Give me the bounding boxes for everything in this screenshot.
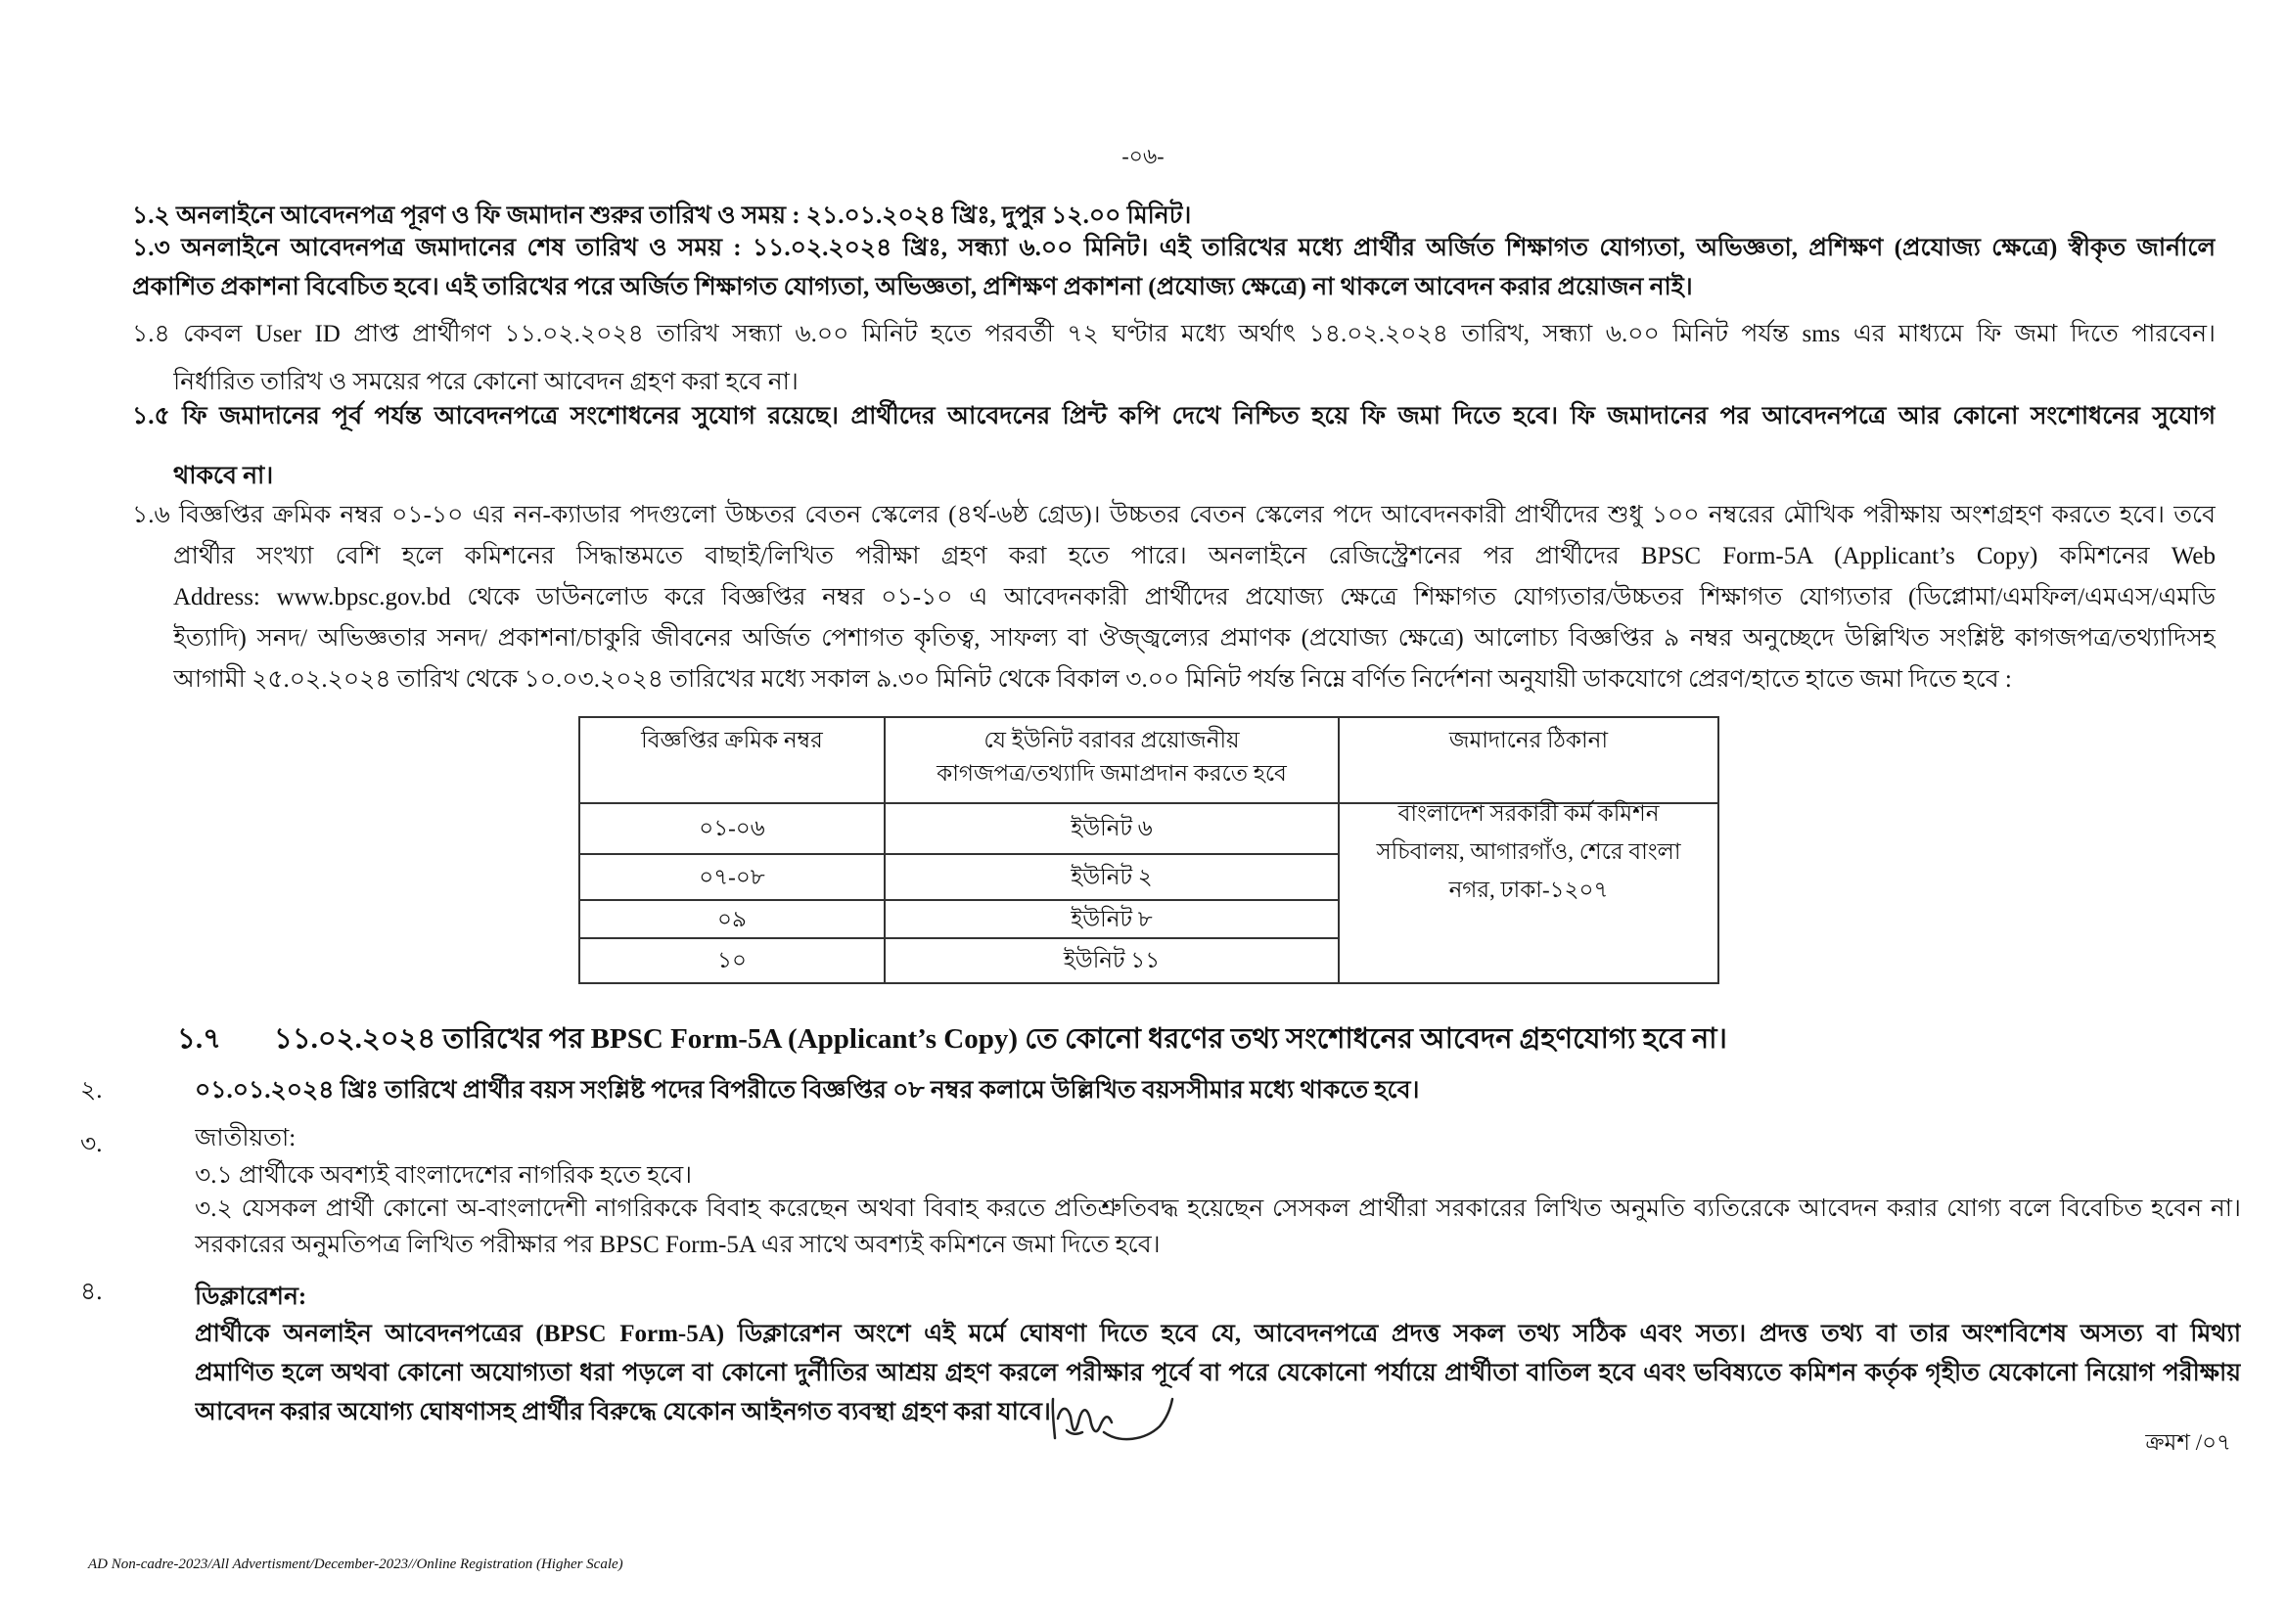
item-3-heading: জাতীয়তা: (195, 1125, 297, 1151)
continued-marker: ক্রমশ /০৭ (2145, 1430, 2231, 1455)
item-1-6-line: প্রার্থীর সংখ্যা বেশি হলে কমিশনের সিদ্ধান্তমতে বাছাই/লিখিত পরীক্ষা গ্রহণ করা হতে পারে। অনলাইনে রেজিস্ট্রেশনের পর প্রার্থীদের BPSC Form-5A (Applicant’s Copy) কমিশনের Web (173, 543, 2216, 569)
cell-unit: ইউনিট ৬ (885, 803, 1339, 854)
cell-serial: ০৯ (579, 900, 885, 938)
footer-reference: AD Non-cadre-2023/All Advertisment/December-2023//Online Registration (Higher Scale) (88, 1556, 623, 1572)
address-line: সচিবালয়, আগারগাঁও, শেরে বাংলা (1376, 839, 1681, 864)
cell-unit: ইউনিট ২ (885, 854, 1339, 900)
item-4-line: আবেদন করার অযোগ্য ঘোষণাসহ প্রার্থীর বিরুদ্ধে যেকোন আইনগত ব্যবস্থা গ্রহণ করা যাবে। (195, 1399, 1051, 1425)
item-1-6 (132, 495, 2216, 700)
item-3-2-line: ৩.২ যেসকল প্রার্থী কোনো অ-বাংলাদেশী নাগরিককে বিবাহ করেছেন অথবা বিবাহ করতে প্রতিশ্রুতিবদ্ধ হয়েছেন সেসকল প্রার্থীরা সরকারের লিখিত অনুমতি ব্যতিরেকে আবেদন করার যোগ্য বলে বিবেচিত হবেন না। (195, 1195, 2241, 1222)
item-4-line: প্রার্থীকে অনলাইন আবেদনপত্রের (BPSC Form-5A) ডিক্লারেশন অংশে এই মর্মে ঘোষণা দিতে হবে যে, আবেদনপত্রে প্রদত্ত সকল তথ্য সঠিক এবং সত্য। প্রদত্ত তথ্য বা তার অংশবিশেষ অসত্য বা মিথ্যা (195, 1321, 2241, 1347)
item-2-number: ২. (80, 1077, 103, 1104)
item-1-7-text: ১১.০২.২০২৪ তারিখের পর BPSC Form-5A (Applicant’s Copy) তে কোনো ধরণের তথ্য সংশোধনের আবেদন গ্রহণযোগ্য হবে না। (274, 1023, 1727, 1055)
item-1-5 (132, 386, 2216, 506)
item-1-3 (132, 229, 2216, 307)
table-header-address: জমাদানের ঠিকানা (1339, 717, 1718, 803)
item-1-6-line: ১.৬ বিজ্ঞপ্তির ক্রমিক নম্বর ০১-১০ এর নন-ক্যাডার পদগুলো উচ্চতর বেতন স্কেলের (৪র্থ-৬ষ্ঠ গ্রেড)। উচ্চতর বেতন স্কেলের পদে আবেদনকারী প্রার্থীদের শুধু ১০০ নম্বরের মৌখিক পরীক্ষায় অংশগ্রহণ করতে হবে। তবে (132, 502, 2216, 528)
item-1-6-line: Address: www.bpsc.gov.bd থেকে ডাউনলোড করে বিজ্ঞপ্তির নম্বর ০১-১০ এ আবেদনকারী প্রার্থীদের প্রযোজ্য ক্ষেত্রে শিক্ষাগত যোগ্যতার/উচ্চতর শিক্ষাগত যোগ্যতার (ডিপ্লোমা/এমফিল/এমএস/এমডি (173, 584, 2216, 610)
table-row (579, 803, 1718, 854)
cell-serial: ০৭-০৮ (579, 854, 885, 900)
item-3-1-text: ৩.১ প্রার্থীকে অবশ্যই বাংলাদেশের নাগরিক হতে হবে। (195, 1162, 693, 1189)
cell-serial: ১০ (579, 938, 885, 983)
table-header-unit-line: কাগজপত্র/তথ্যাদি জমাপ্রদান করতে হবে (937, 761, 1287, 786)
item-1-6-line: আগামী ২৫.০২.২০২৪ তারিখ থেকে ১০.০৩.২০২৪ তারিখের মধ্যে সকাল ৯.৩০ মিনিট থেকে বিকাল ৩.০০ মিনিট পর্যন্ত নিম্নে বর্ণিত নির্দেশনা অনুযায়ী ডাকযোগে প্রেরণ/হাতে হাতে জমা দিতে হবে : (173, 666, 2012, 693)
item-2-text: ০১.০১.২০২৪ খ্রিঃ তারিখে প্রার্থীর বয়স সংশ্লিষ্ট পদের বিপরীতে বিজ্ঞপ্তির ০৮ নম্বর কলামে উল্লিখিত বয়সসীমার মধ্যে থাকতে হবে। (195, 1077, 1420, 1104)
cell-serial: ০১-০৬ (579, 803, 885, 854)
item-4-line: প্রমাণিত হলে অথবা কোনো অযোগ্যতা ধরা পড়লে বা কোনো দুর্নীতির আশ্রয় গ্রহণ করলে পরীক্ষার পূর্বে বা পরে যেকোনো পর্যায়ে প্রার্থীতা বাতিল হবে এবং ভবিষ্যতে কমিশন কর্তৃক গৃহীত যেকোনো নিয়োগ পরীক্ষায় (195, 1360, 2241, 1386)
address-line: বাংলাদেশ সরকারী কর্ম কমিশন (1397, 801, 1660, 826)
item-3-number: ৩. (80, 1131, 103, 1157)
submission-units-table (578, 716, 1719, 984)
item-1-3-line: প্রকাশিত প্রকাশনা বিবেচিত হবে। এই তারিখের পরে অর্জিত শিক্ষাগত যোগ্যতা, অভিজ্ঞতা, প্রশিক্ষণ প্রকাশনা (প্রযোজ্য ক্ষেত্রে) না থাকলে আবেদন করার প্রয়োজন নাই। (132, 274, 1693, 300)
table-header-unit (885, 717, 1339, 803)
item-1-4-line: নির্ধারিত তারিখ ও সময়ের পরে কোনো আবেদন গ্রহণ করা হবে না। (173, 369, 799, 395)
table-header-unit-line: যে ইউনিট বরাবর প্রয়োজনীয় (983, 728, 1240, 752)
item-4-declaration (195, 1315, 2241, 1432)
cell-unit: ইউনিট ৮ (885, 900, 1339, 938)
table-header-serial: বিজ্ঞপ্তির ক্রমিক নম্বর (579, 717, 885, 803)
item-3-2-line: সরকারের অনুমতিপত্র লিখিত পরীক্ষার পর BPSC Form-5A এর সাথে অবশ্যই কমিশনে জমা দিতে হবে। (195, 1232, 1161, 1258)
item-1-4-line: ১.৪ কেবল User ID প্রাপ্ত প্রার্থীগণ ১১.০২.২০২৪ তারিখ সন্ধ্যা ৬.০০ মিনিট হতে পরবর্তী ৭২ ঘণ্টার মধ্যে অর্থাৎ ১৪.০২.২০২৪ তারিখ, সন্ধ্যা ৬.০০ মিনিট পর্যন্ত sms এর মাধ্যমে ফি জমা দিতে পারবেন। (132, 321, 2216, 347)
item-4-heading: ডিক্লারেশন: (195, 1284, 307, 1310)
signature (1047, 1387, 1179, 1448)
cell-address (1339, 803, 1718, 983)
item-1-3-line: ১.৩ অনলাইনে আবেদনপত্র জমাদানের শেষ তারিখ ও সময় : ১১.০২.২০২৪ খ্রিঃ, সন্ধ্যা ৬.০০ মিনিট। এই তারিখের মধ্যে প্রার্থীর অর্জিত শিক্ষাগত যোগ্যতা, অভিজ্ঞতা, প্রশিক্ষণ (প্রযোজ্য ক্ষেত্রে) স্বীকৃত জার্নালে (132, 235, 2216, 261)
item-3-2 (195, 1191, 2241, 1263)
item-1-5-line: থাকবে না। (173, 463, 274, 489)
cell-unit: ইউনিট ১১ (885, 938, 1339, 983)
item-1-6-line: ইত্যাদি) সনদ/ অভিজ্ঞতার সনদ/ প্রকাশনা/চাকুরি জীবনের অর্জিত পেশাগত কৃতিত্ব, সাফল্য বা ঔজ্জ্বল্যের প্রমাণক (প্রযোজ্য ক্ষেত্রে) আলোচ্য বিজ্ঞপ্তির ৯ নম্বর অনুচ্ছেদে উল্লিখিত সংশ্লিষ্ট কাগজপত্র/তথ্যাদিসহ (173, 625, 2216, 652)
page-number: -০৬- (1121, 144, 1165, 168)
address-line: নগর, ঢাকা-১২০৭ (1448, 878, 1609, 902)
table-header-row (579, 717, 1718, 803)
item-1-7-number: ১.৭ (177, 1023, 221, 1055)
item-4-number: ৪. (80, 1279, 103, 1305)
item-1-2-line: ১.২ অনলাইনে আবেদনপত্র পূরণ ও ফি জমাদান শুরুর তারিখ ও সময় : ২১.০১.২০২৪ খ্রিঃ, দুপুর ১২.০০ মিনিট। (132, 203, 1192, 229)
item-1-5-line: ১.৫ ফি জমাদানের পূর্ব পর্যন্ত আবেদনপত্রে সংশোধনের সুযোগ রয়েছে। প্রার্থীদের আবেদনের প্রিন্ট কপি দেখে নিশ্চিত হয়ে ফি জমা দিতে হবে। ফি জমাদানের পর আবেদনপত্রে আর কোনো সংশোধনের সুযোগ (132, 403, 2216, 429)
